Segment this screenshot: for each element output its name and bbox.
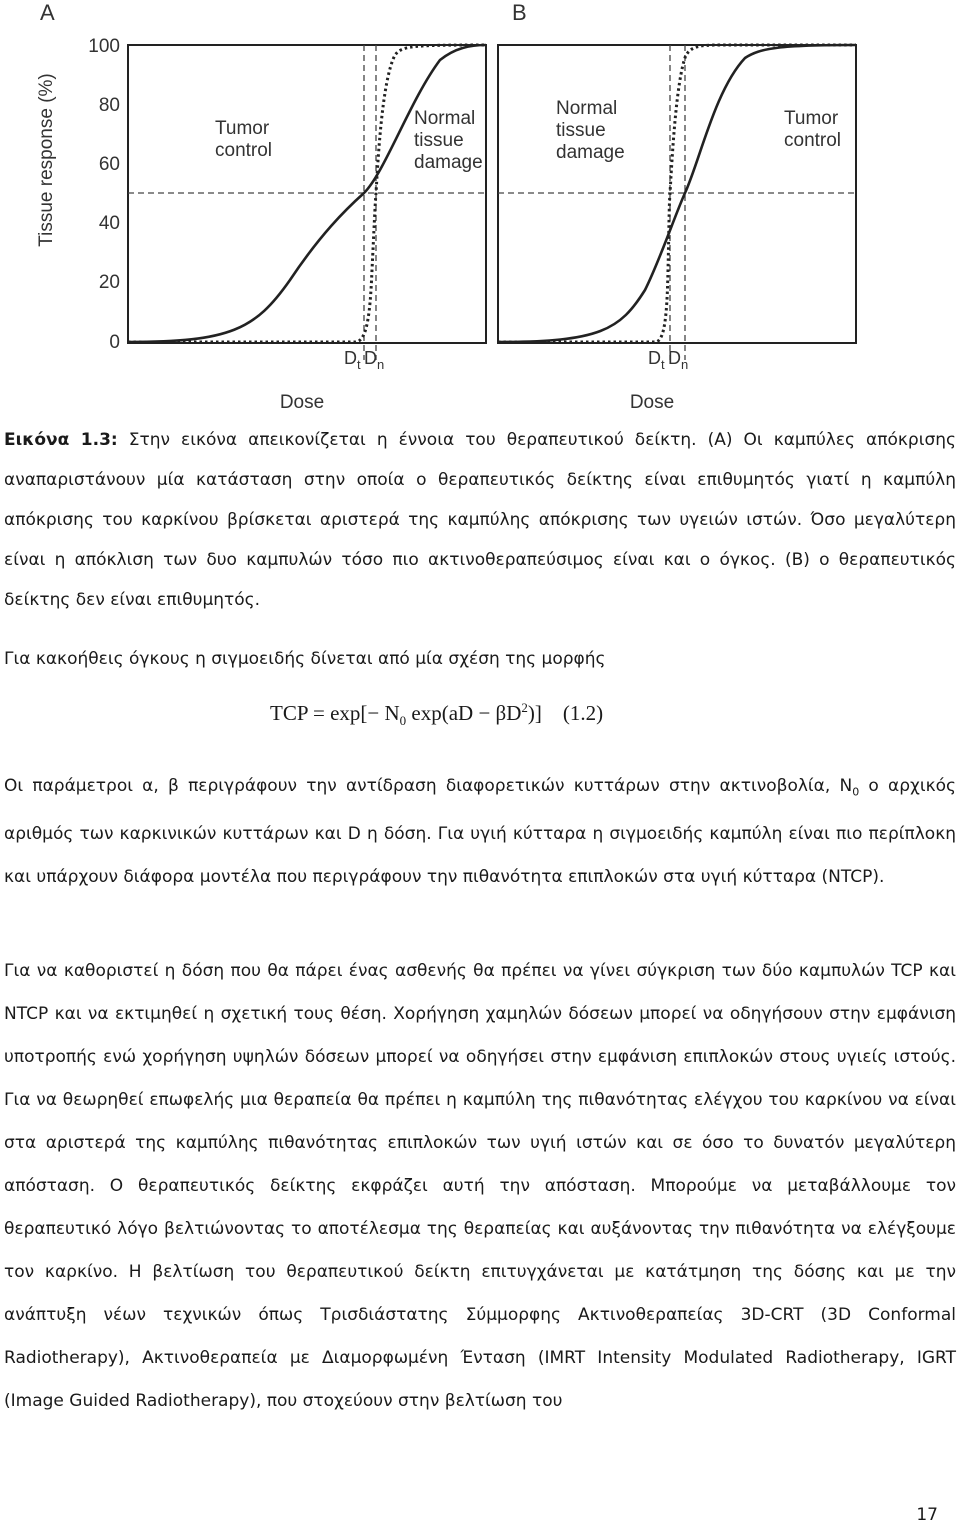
panel-b-normal-label-2: tissue — [556, 120, 606, 141]
panel-b-label: B — [512, 0, 527, 25]
panel-b-normal-label-1: Normal — [556, 98, 618, 119]
panel-a-normal-label-2: tissue — [414, 130, 464, 151]
therapeutic-index-figure — [0, 0, 960, 420]
paragraph-2 — [4, 765, 956, 899]
panel-b-dt-label: $D_t$ — [648, 348, 665, 372]
panel-a-dt-label: $D_t$ — [344, 348, 361, 372]
y-tick-0: 0 — [109, 332, 120, 353]
y-tick-labels — [88, 36, 120, 353]
panel-b-tumor-label-2: control — [784, 130, 842, 151]
figure-caption — [4, 420, 956, 620]
panel-b-normal-label-3: damage — [556, 142, 625, 163]
equation-sub: 0 — [399, 713, 407, 729]
paragraph-2-part-a: Οι παράμετροι α, β περιγράφουν την αντίδραση διαφορετικών κυττάρων στην ακτινοβολία, N — [4, 776, 853, 796]
equation-lhs: TCP = exp[− N — [270, 701, 400, 725]
equation-rhs: )] — [527, 701, 542, 725]
paragraph-3: Για να καθοριστεί η δόση που θα πάρει ένας ασθενής θα πρέπει να γίνει σύγκριση των δύο καμπυλών TCP και NTCP και να εκτιμηθεί η σχετική τους θέση. Χορήγηση χαμηλών δόσεων μπορεί να οδηγήσουν στην εμφάνιση υποτροπής ενώ χορήγηση υψηλών δόσεων μπορεί να οδηγήσει στην εμφάνιση επιπλοκών στους υγιείς ιστούς. Για να θεωρηθεί επωφελής μια θεραπεία θα πρέπει η καμπύλη της πιθανότητας ελέγχου του καρκίνου να είναι στα αριστερά της καμπύλης πιθανότητας επιπλοκών των υγιή ιστών και σε όσο το δυνατόν μεγαλύτερη απόσταση. Ο θεραπευτικός δείκτης εκφράζει αυτή την απόσταση. Μπορούμε να μεταβάλλουμε τον θεραπευτικό λόγο βελτιώνοντας το αποτέλεσμα της θεραπείας και αυξάνοντας την πιθανότητα να ελέγξουμε τον καρκίνο. Η βελτίωση του θεραπευτικού δείκτη επιτυγχάνεται με κατάτμηση της δόσης και με την ανάπτυξη νέων τεχνικών όπως Τρισδιάστατης Σύμμορφης Ακτινοθεραπείας 3D-CRT (3D Conformal Radiotherapy), Ακτινοθεραπεία με Διαμορφωμένη Ένταση (IMRT Intensity Modulated Radiotherapy, IGRT (Image Guided Radiotherapy), που στοχεύουν στην βελτίωση του — [4, 961, 956, 1411]
paragraph-1: Για κακοήθεις όγκους η σιγμοειδής δίνεται από μία σχέση της μορφής — [4, 649, 606, 669]
equation-sup: 2 — [521, 700, 528, 715]
y-tick-100: 100 — [88, 36, 120, 57]
paragraph-2-part-b: ο αρχικός αριθμός των καρκινικών κυττάρων και D η δόση. Για υγιή κύτταρα η σιγμοειδής καμπύλη είναι πιο περίπλοκη και υπάρχουν διάφορα μοντέλα που περιγράφουν την πιθανότητα επιπλοκών στα υγιή κύτταρα (NTCP). — [4, 776, 956, 888]
caption-label: Εικόνα 1.3: — [4, 430, 118, 450]
panel-b-dose-markers — [648, 348, 688, 372]
panel-b-x-axis-label: Dose — [629, 392, 675, 413]
panel-a-tumor-label-1: Tumor — [215, 118, 270, 139]
panel-a-dn-label: $D_n$ — [364, 348, 385, 372]
panel-a-normal-label-3: damage — [414, 152, 483, 173]
y-tick-20: 20 — [98, 272, 120, 293]
panel-b-dn-label: $D_n$ — [668, 348, 689, 372]
panel-a-frame — [128, 45, 486, 343]
y-tick-60: 60 — [98, 154, 120, 175]
panel-a-dose-markers — [344, 348, 384, 372]
paragraph-2-sub: 0 — [852, 785, 860, 799]
panel-a-x-axis-label: Dose — [279, 392, 325, 413]
equation-mid: exp(aD − βD — [406, 701, 522, 725]
panel-a-tumor-label-2: control — [215, 140, 273, 161]
y-tick-80: 80 — [98, 95, 120, 116]
caption-text: Στην εικόνα απεικονίζεται η έννοια του θεραπευτικού δείκτη. (Α) Οι καμπύλες απόκρισης αναπαριστάνουν μία κατάσταση στην οποία ο θεραπευτικός δείκτης είναι επιθυμητός γιατί η καμπύλη απόκρισης του καρκίνου βρίσκεται αριστερά της καμπύλης απόκρισης των υγειών ιστών. Όσο μεγαλύτερη είναι η απόκλιση των δυο καμπυλών τόσο πιο ακτινοθεραπεύσιμος είναι και ο όγκος. (Β) ο θεραπευτικός δείκτης δεν είναι επιθυμητός. — [4, 430, 956, 610]
equation-1-2 — [270, 700, 603, 729]
equation-number: (1.2) — [562, 701, 604, 725]
panel-a-label: A — [40, 0, 55, 25]
page-number: 17 — [916, 1505, 938, 1525]
y-axis-label: Tissue response (%) — [36, 73, 57, 247]
panel-b-tumor-label-1: Tumor — [784, 108, 839, 129]
y-tick-40: 40 — [98, 213, 120, 234]
panel-a-normal-label-1: Normal — [414, 108, 476, 129]
